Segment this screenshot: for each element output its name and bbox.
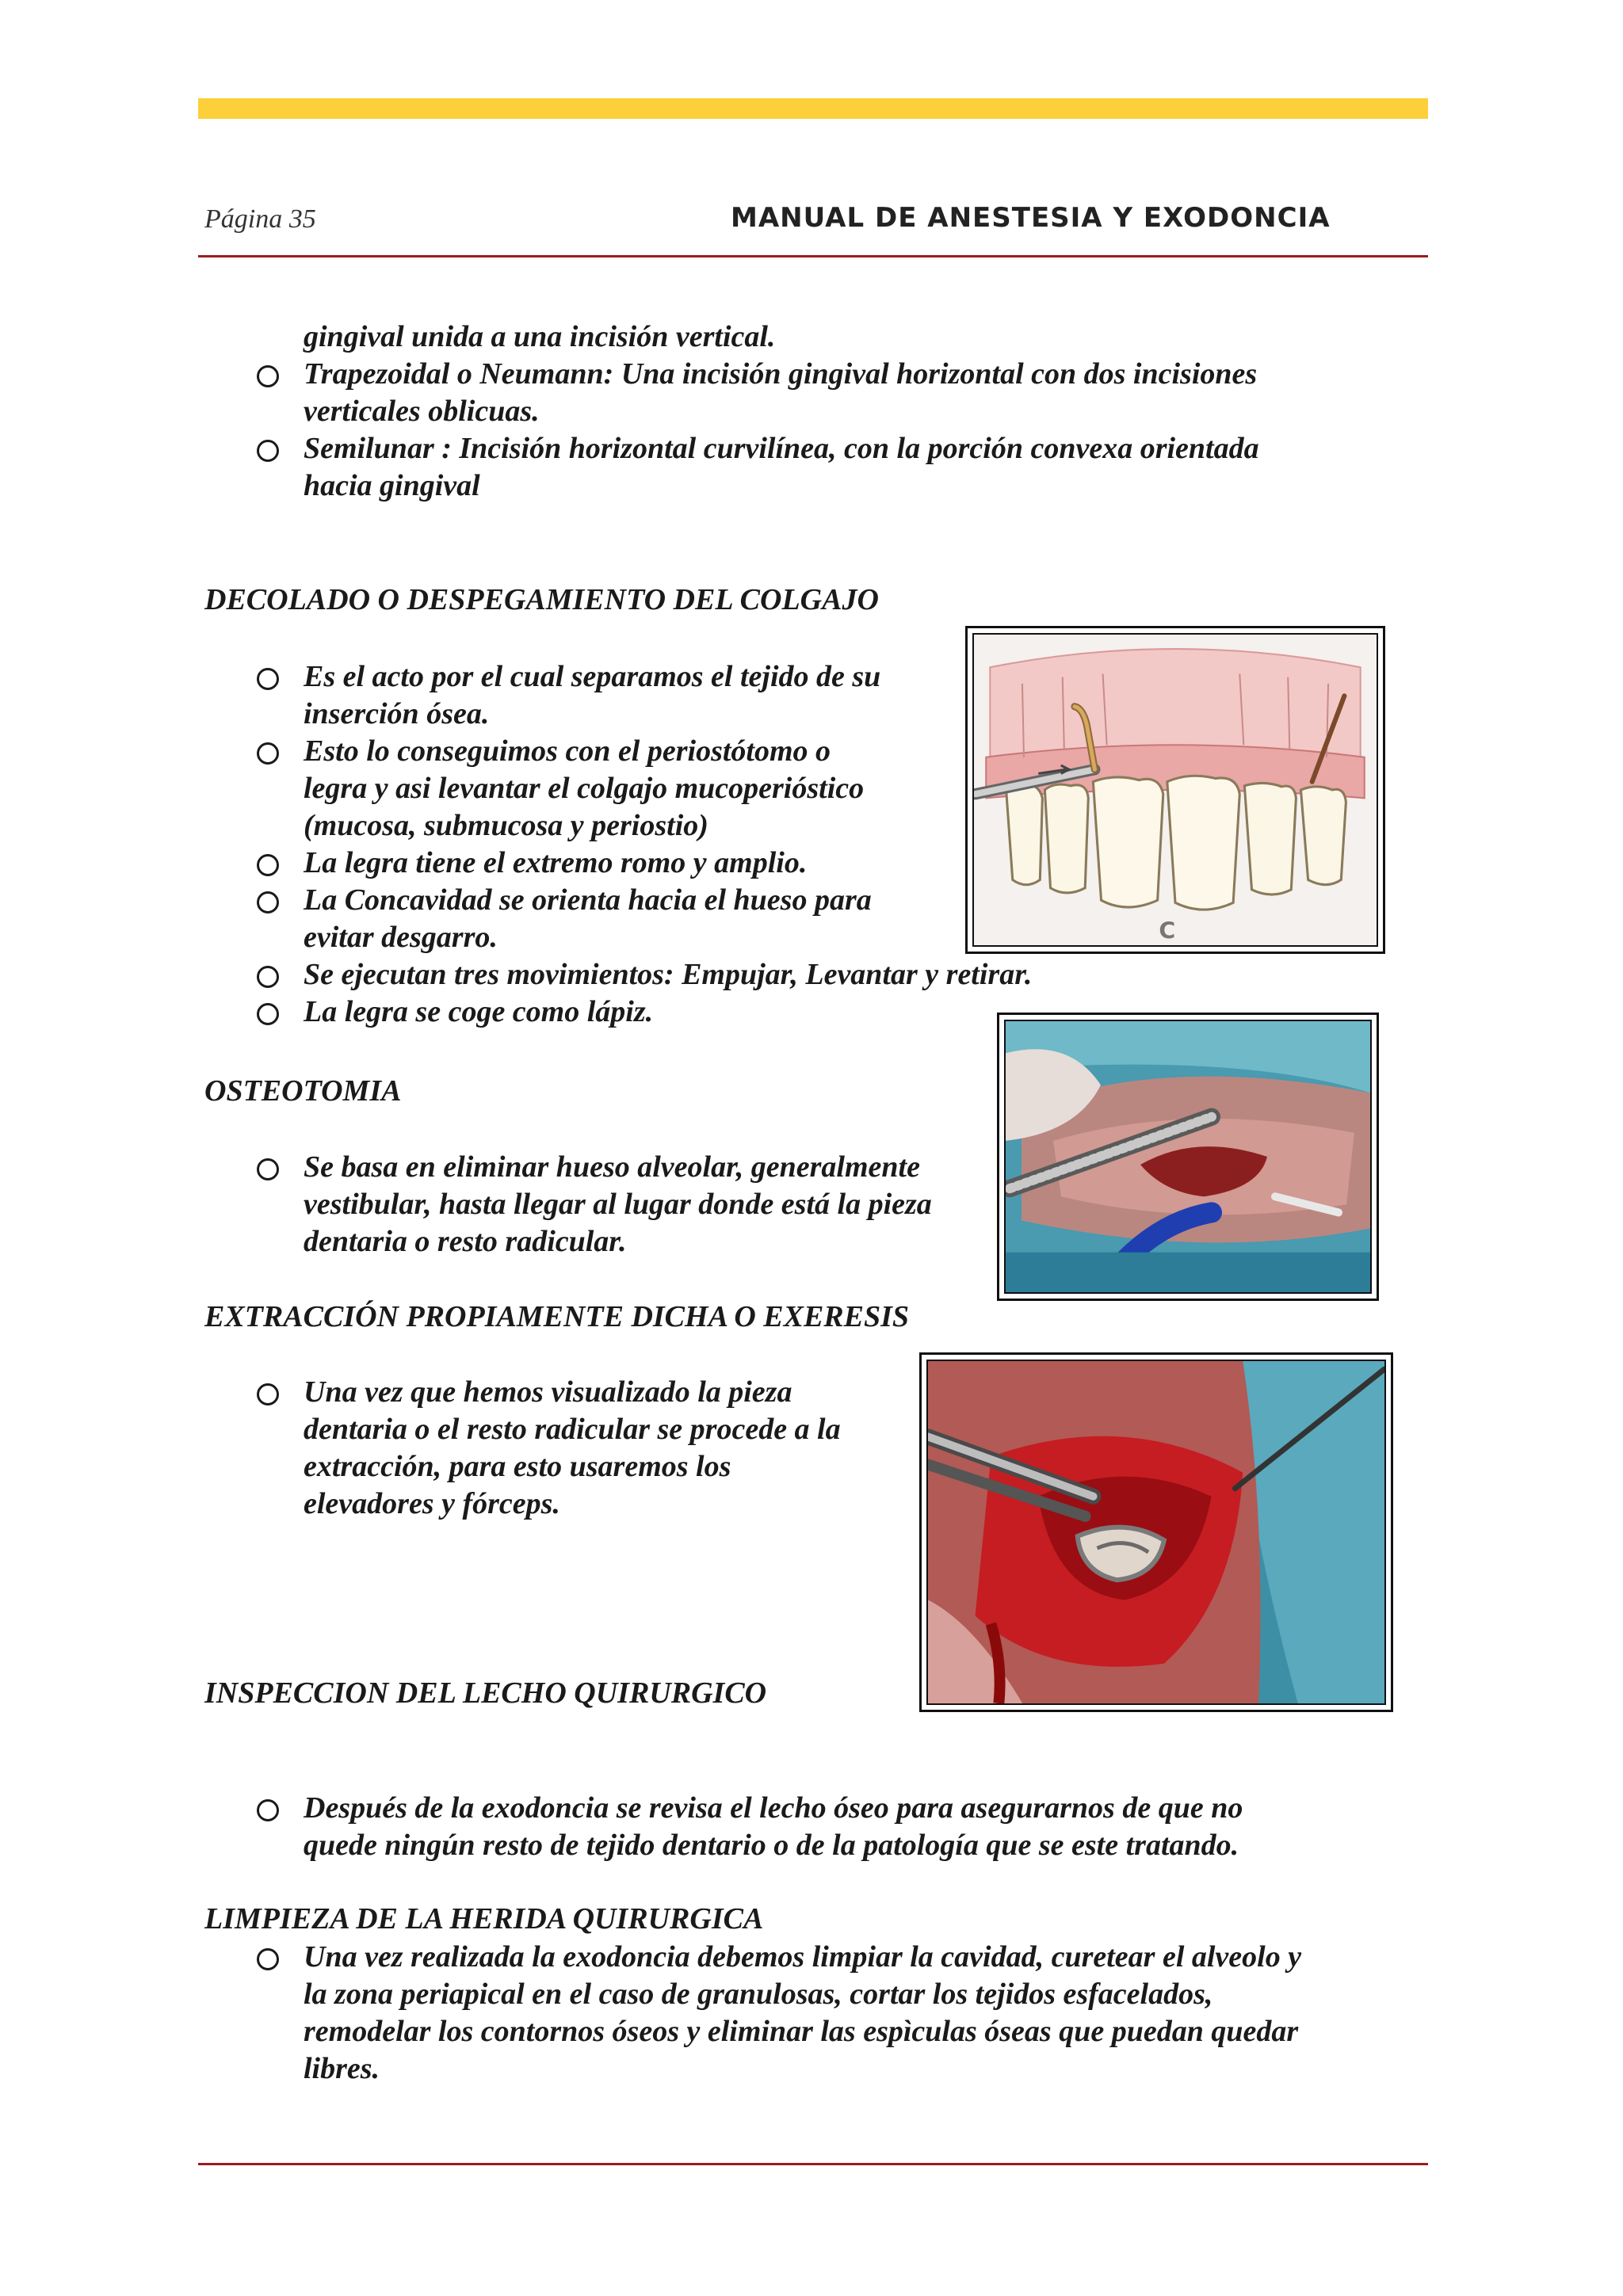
bullet-circle-icon [257, 668, 279, 690]
figure-osteotomy-photo [997, 1013, 1379, 1301]
list-item-line: Se ejecutan tres movimientos: Empujar, Levantar y retirar. [304, 958, 1033, 991]
list-item-line: Después de la exodoncia se revisa el lecho óseo para asegurarnos de que no [304, 1791, 1243, 1825]
list-item-line: Trapezoidal o Neumann: Una incisión gingival horizontal con dos incisiones [304, 357, 1258, 391]
bullet-circle-icon [257, 742, 279, 765]
list-item-line: Una vez realizada la exodoncia debemos limpiar la cavidad, curetear el alveolo y [304, 1940, 1302, 1974]
list-item-line: remodelar los contornos óseos y eliminar las espìculas óseas que puedan quedar [304, 2015, 1299, 2048]
list-item-line: (mucosa, submucosa y periostio) [304, 809, 708, 842]
section-heading-inspeccion: INSPECCION DEL LECHO QUIRURGICO [204, 1676, 767, 1710]
list-item-line: dentaria o el resto radicular se procede a la [304, 1413, 841, 1446]
bullet-circle-icon [257, 1799, 279, 1821]
bullet-circle-icon [257, 365, 279, 387]
list-item-line: dentaria o resto radicular. [304, 1225, 627, 1258]
header-rule [198, 255, 1428, 257]
list-item-line: extracción, para esto usaremos los [304, 1450, 731, 1483]
figure-extraction-photo [919, 1352, 1393, 1712]
bullet-circle-icon [257, 1383, 279, 1405]
bullet-circle-icon [257, 440, 279, 462]
section-heading-limpieza: LIMPIEZA DE LA HERIDA QUIRURGICA [204, 1902, 764, 1936]
list-item-line: La Concavidad se orienta hacia el hueso para [304, 883, 872, 917]
bullet-circle-icon [257, 1948, 279, 1970]
list-item-line: Semilunar : Incisión horizontal curvilínea, con la porción convexa orientada [304, 432, 1259, 465]
list-item-line: inserción ósea. [304, 697, 490, 730]
list-item-line: quede ningún resto de tejido dentario o de la patología que se este tratando. [304, 1829, 1239, 1862]
page-number: Página 35 [204, 204, 316, 234]
list-item-line: La legra tiene el extremo romo y amplio. [304, 846, 808, 879]
document-title: MANUAL DE ANESTESIA Y EXODONCIA [731, 202, 1331, 234]
continuation-line: gingival unida a una incisión vertical. [304, 320, 776, 353]
list-item-line: la zona periapical en el caso de granulosas, cortar los tejidos esfacelados, [304, 1978, 1213, 2011]
teeth-periosteotome-illustration [974, 635, 1377, 945]
bullet-circle-icon [257, 1003, 279, 1025]
list-item-line: legra y asi levantar el colgajo mucoperióstico [304, 772, 865, 805]
list-item-line: verticales oblicuas. [304, 395, 540, 428]
list-item-line: elevadores y fórceps. [304, 1487, 560, 1520]
bullet-circle-icon [257, 966, 279, 988]
list-item-line: Una vez que hemos visualizado la pieza [304, 1375, 792, 1409]
list-item-line: Se basa en eliminar hueso alveolar, generalmente [304, 1150, 920, 1184]
osteotomy-photo [1006, 1021, 1370, 1292]
section-heading-decolado: DECOLADO O DESPEGAMIENTO DEL COLGAJO [204, 583, 879, 616]
section-heading-osteotomia: OSTEOTOMIA [204, 1074, 402, 1108]
figure-label: C [1159, 917, 1176, 944]
bullet-circle-icon [257, 891, 279, 913]
section-heading-extraccion: EXTRACCIÓN PROPIAMENTE DICHA O EXERESIS [204, 1300, 910, 1333]
list-item-line: hacia gingival [304, 469, 480, 502]
list-item-line: evitar desgarro. [304, 921, 498, 954]
extraction-photo [928, 1361, 1384, 1703]
list-item-line: La legra se coge como lápiz. [304, 995, 654, 1028]
list-item-line: vestibular, hasta llegar al lugar donde está la pieza [304, 1188, 932, 1221]
list-item-line: Es el acto por el cual separamos el tejido de su [304, 660, 881, 693]
figure-flap-elevation-illustration [965, 626, 1385, 954]
list-item-line: libres. [304, 2052, 380, 2085]
footer-rule [198, 2163, 1428, 2165]
header-accent-bar [198, 98, 1428, 119]
list-item-line: Esto lo conseguimos con el periostótomo o [304, 734, 831, 768]
bullet-circle-icon [257, 854, 279, 876]
bullet-circle-icon [257, 1158, 279, 1180]
